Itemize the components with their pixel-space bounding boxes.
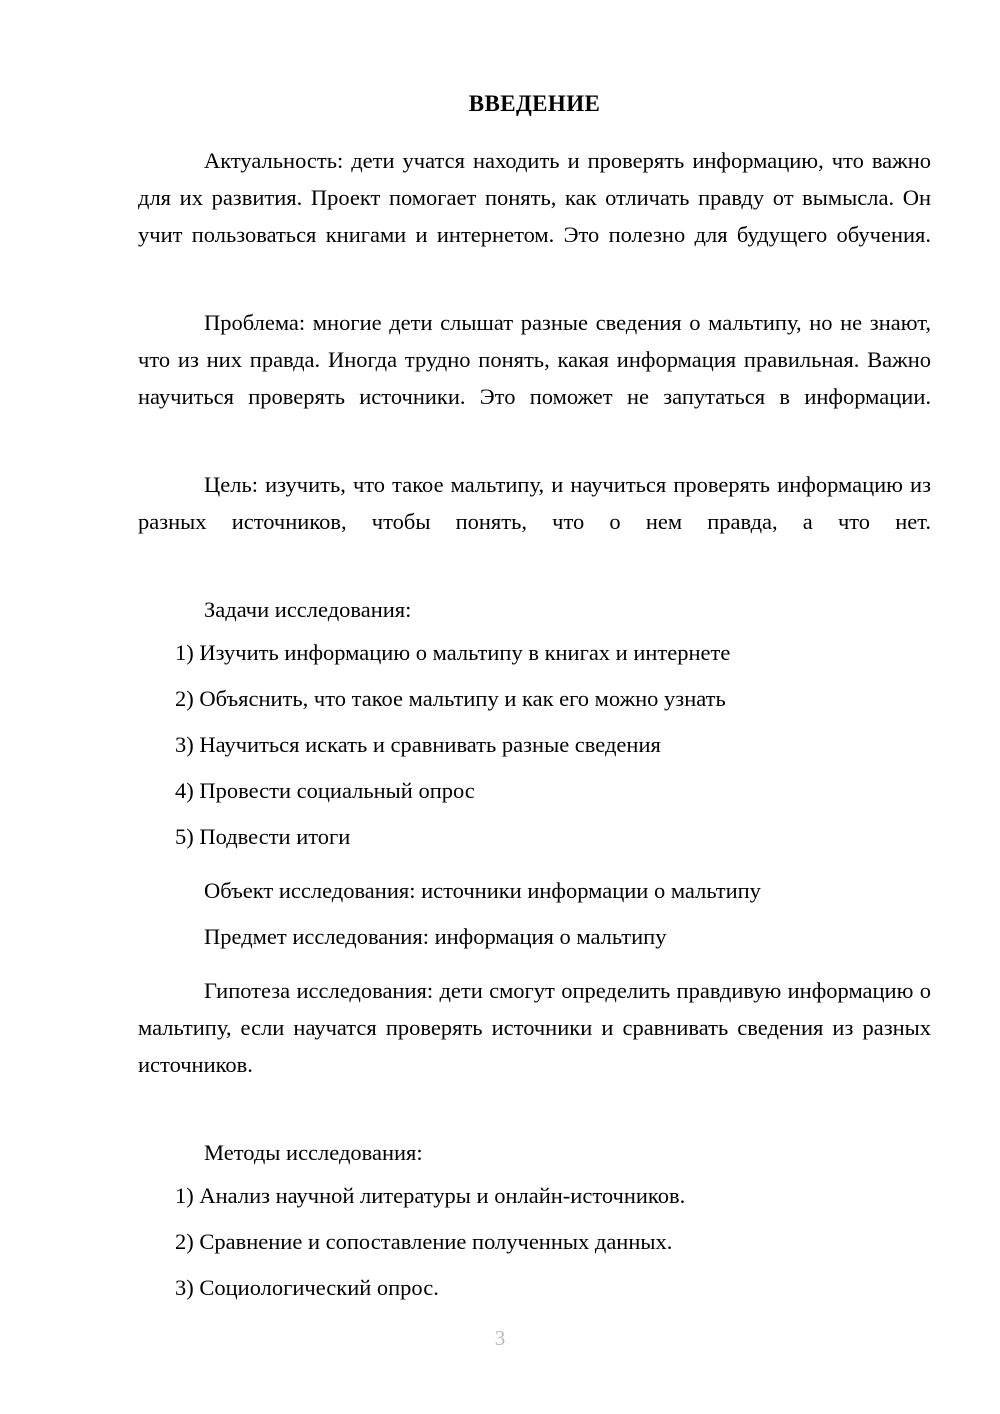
list-item: 3) Социологический опрос.	[175, 1275, 439, 1301]
tasks-list	[138, 634, 931, 855]
spacer	[138, 296, 931, 304]
spacer	[138, 458, 931, 466]
heading-tasks: Задачи исследования:	[204, 597, 412, 623]
list-item: 1) Анализ научной литературы и онлайн-источников.	[175, 1183, 686, 1209]
list-item: 3) Научиться искать и сравнивать разные сведения	[175, 732, 661, 758]
paragraph-relevance: Актуальность: дети учатся находить и проверять информацию, что важно для их развития. Проект помогает понять, как отличать правду от вымысла. Он учит пользоваться книгами и интернетом. Это полезно для будущего обучения.	[138, 148, 931, 248]
list-item: 2) Сравнение и сопоставление полученных данных.	[175, 1229, 673, 1255]
document-body	[138, 88, 931, 1315]
paragraph-problem: Проблема: многие дети слышат разные сведения о мальтипу, но не знают, что из них правда. Иногда трудно понять, какая информация правильная. Важно научиться проверять источники. Это поможет не запутаться в информации.	[138, 310, 931, 410]
list-item: 5) Подвести итоги	[175, 824, 351, 850]
spacer	[138, 964, 931, 972]
list-item: 2) Объяснить, что такое мальтипу и как его можно узнать	[175, 686, 726, 712]
list-item: 1) Изучить информацию о мальтипу в книгах и интернете	[175, 640, 731, 666]
paragraph-subject: Предмет исследования: информация о мальтипу	[204, 924, 667, 950]
spacer	[138, 583, 931, 591]
page-title: ВВЕДЕНИЕ	[468, 91, 601, 116]
paragraph-goal: Цель: изучить, что такое мальтипу, и научиться проверять информацию из разных источников, чтобы понять, что о нем правда, а что нет.	[138, 472, 931, 535]
heading-methods: Методы исследования:	[204, 1140, 423, 1166]
spacer	[138, 1126, 931, 1134]
list-item: 4) Провести социальный опрос	[175, 778, 475, 804]
spacer	[138, 864, 931, 872]
page-number: 3	[494, 1326, 506, 1350]
paragraph-hypothesis: Гипотеза исследования: дети смогут определить правдивую информацию о мальтипу, если научатся проверять источники и сравнивать сведения из разных источников.	[138, 978, 931, 1078]
paragraph-object: Объект исследования: источники информации о мальтипу	[204, 878, 761, 904]
methods-list	[138, 1177, 931, 1306]
